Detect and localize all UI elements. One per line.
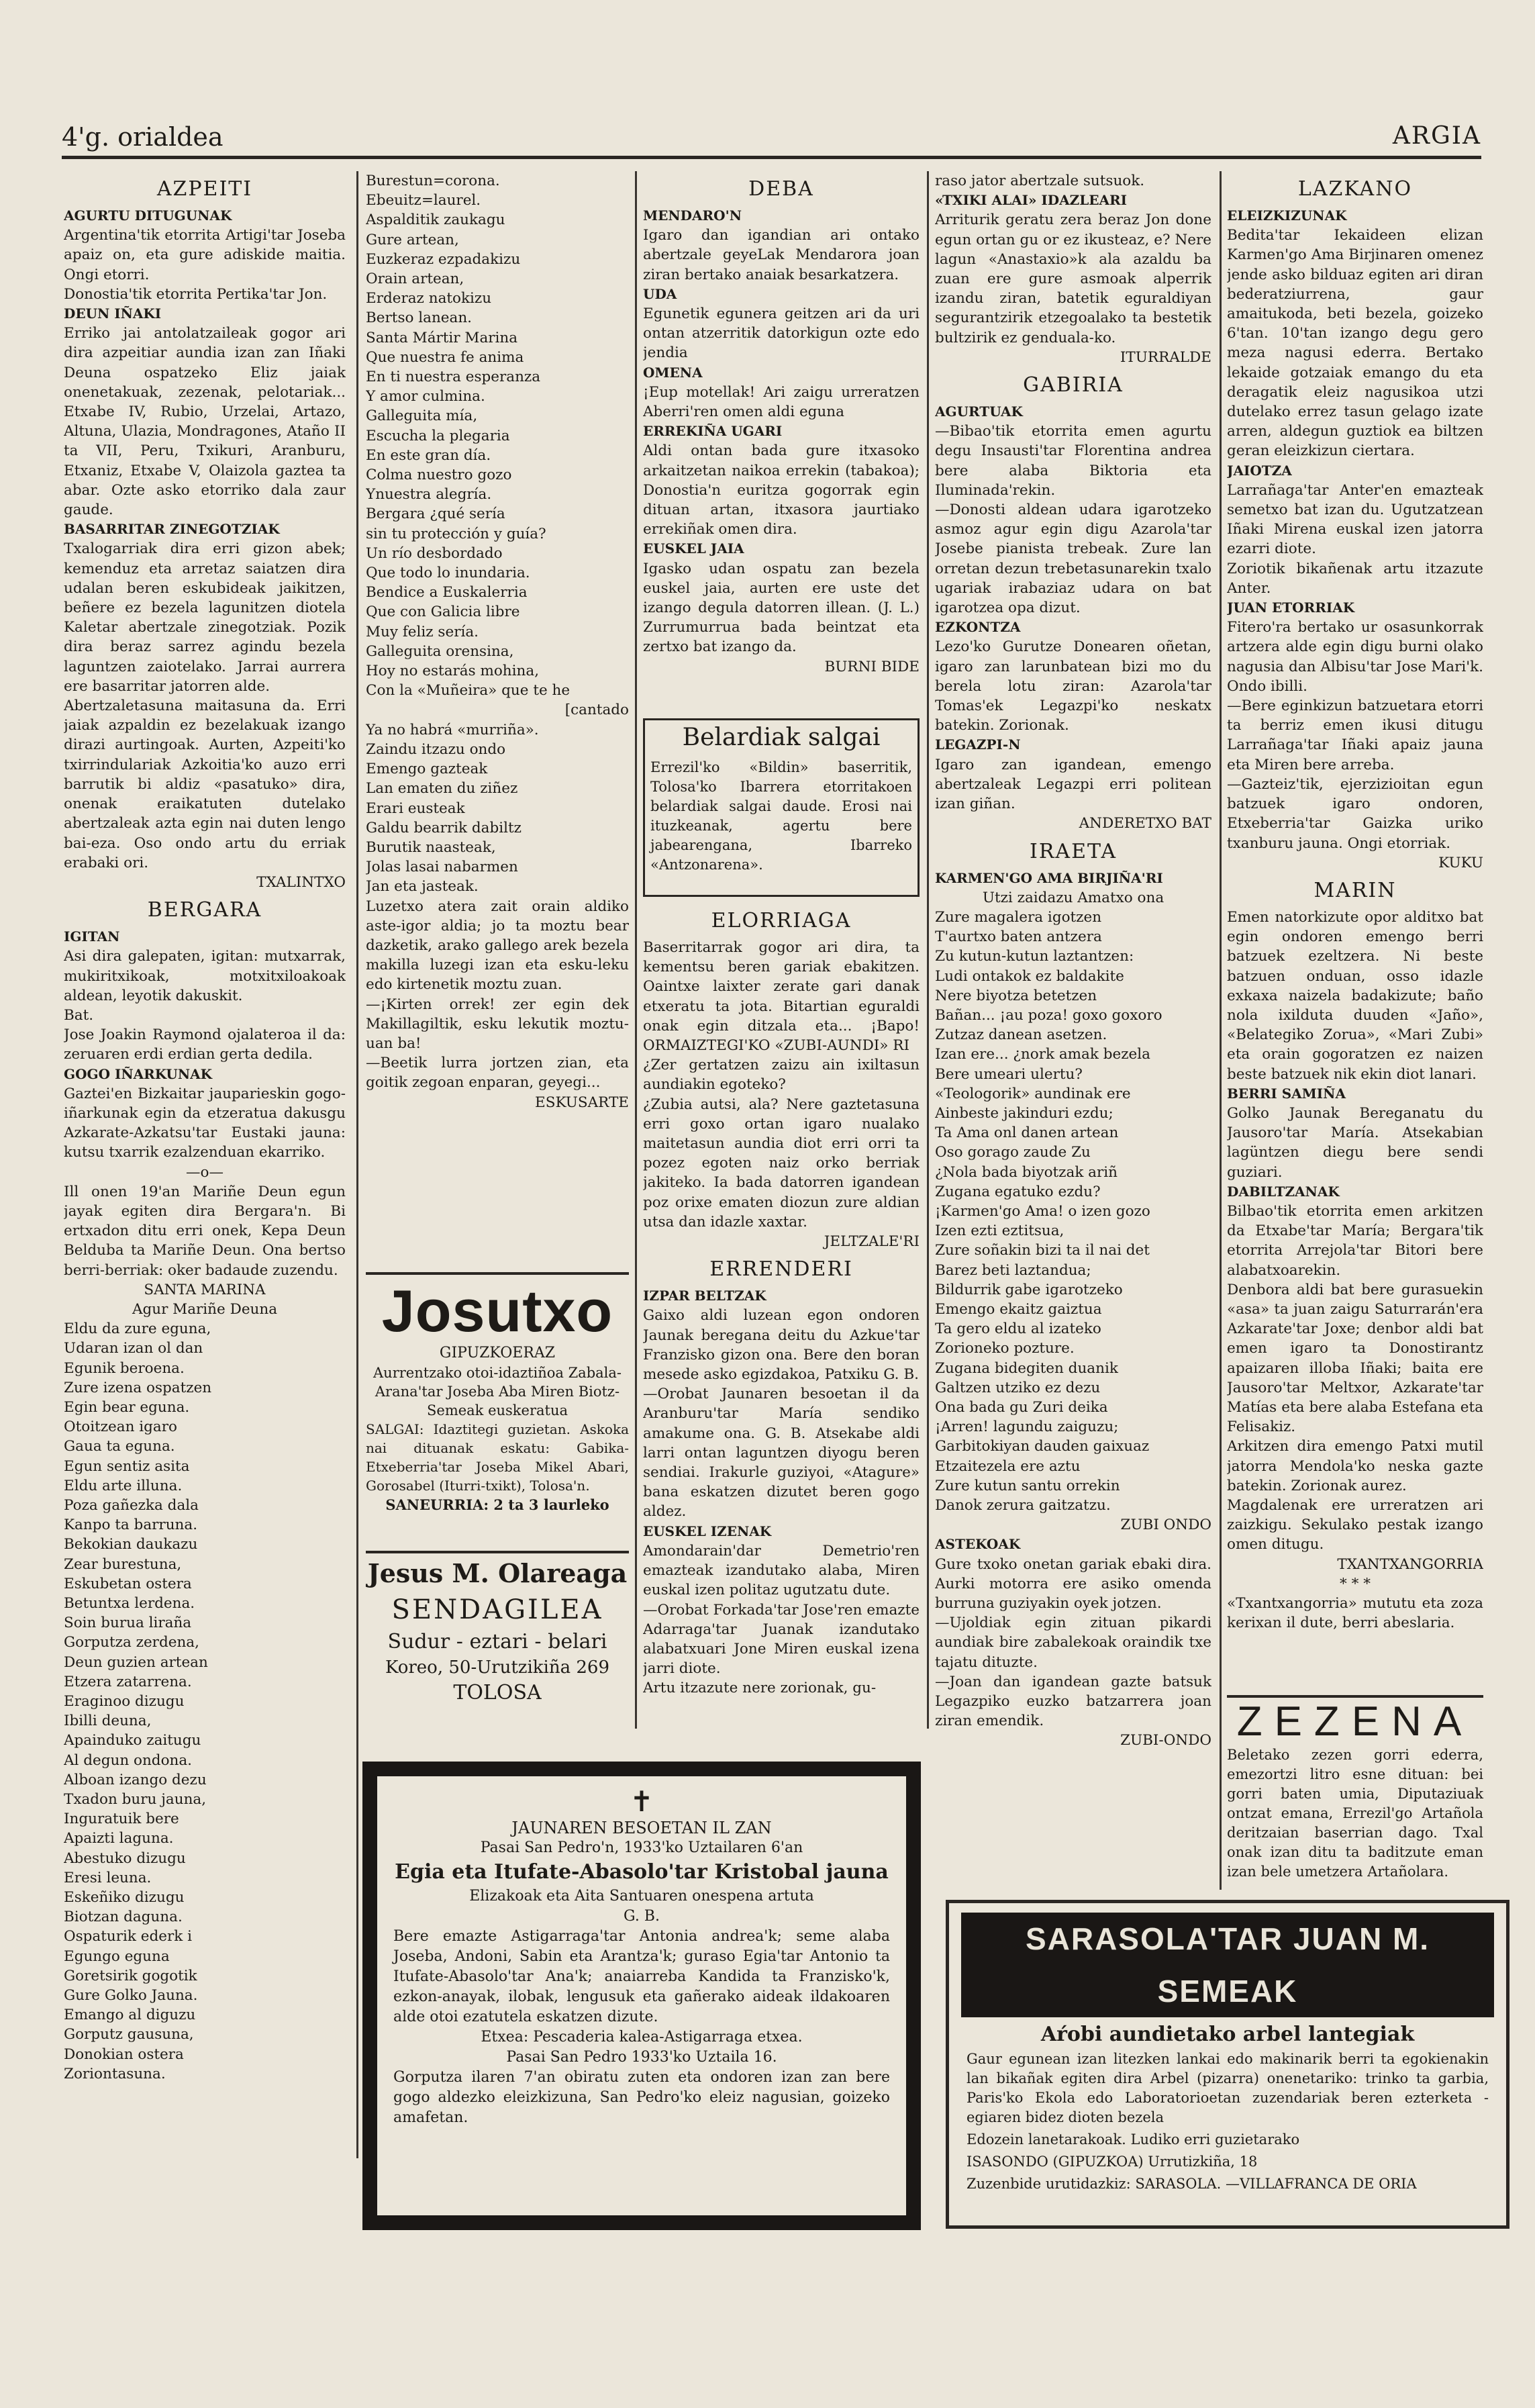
- text-line: Aldi ontan bada gure itxasoko arkaitzetan naikoa errekin (tabakoa); Donostia'n euritza gogorrak egin dituan artan, itxasora jaurtiako errekiñak omen dira.: [643, 442, 920, 538]
- subheading: ERREKIÑA UGARI: [643, 423, 783, 440]
- column-divider: [635, 171, 637, 1729]
- text-line: Que todo lo inundaria.: [366, 565, 530, 582]
- josutxo-title: Josutxo: [381, 1278, 613, 1344]
- text-line: Erriko jai antolatzaileak gogor ari dira azpeitiar aundia izan zan Iñaki Deuna ospatzeko Eliz jaiak onenetakuak, zezenak, pelotariak... Etxabe IV, Rubio, Urzelai, Artazo, Altuna, Ulazia, Mondragones, Ataño II ta VII, Peru, Txikuri, Aranburu, Etxaniz, Etxabe V, Olaizola gaztea ta abar. Ozte asko etorriko dala zaur gaude.: [64, 325, 346, 519]
- obituary-church: Elizakoak eta Aita Santuaren onespena artuta: [469, 1888, 814, 1905]
- text-line: Ludi ontakok ez baldakite: [935, 967, 1124, 985]
- belardiak-title: Belardiak salgai: [682, 724, 881, 751]
- text-line: Poza gañezka dala: [64, 1497, 199, 1514]
- text-line: Betuntxa lerdena.: [64, 1595, 195, 1612]
- text-line: Ona bada gu Zuri deika: [935, 1398, 1108, 1416]
- text-line: ¡Eup motellak! Ari zaigu urreratzen Aberri'ren omen aldi eguna: [643, 383, 920, 421]
- text-line: Que nuestra fe anima: [366, 348, 524, 366]
- text-line: SANTA MARINA: [144, 1281, 266, 1298]
- subheading: EZKONTZA: [935, 619, 1021, 636]
- text-line: Izen ezti eztitsua,: [935, 1222, 1064, 1240]
- text-line: Otoitzean igaro: [64, 1418, 177, 1436]
- belardiak-notice: [643, 718, 920, 897]
- text-line: Bañan... ¡au poza! goxo goxoro: [935, 1006, 1162, 1024]
- ad-rule: [366, 1551, 629, 1553]
- text-line: Igaro dan igandian ari ontako abertzale geyeLak Mendarora joan ziran bertako anaiak besarkatzera.: [643, 227, 920, 283]
- text-line: Soin burua liraña: [64, 1615, 192, 1632]
- text-line: Igaro zan igandean, emengo abertzaleak Legazpi erri politean izan giñan.: [935, 756, 1211, 813]
- subheading: JAIOTZA: [1227, 462, 1292, 479]
- text-line: Lezo'ko Gurutze Donearen oñetan, igaro zan larunbatean bizi mo du berela lotu ziran: Azarola'tar Tomas'ek Legazpi'ko neskatx batekin. Zorionak.: [935, 638, 1211, 734]
- text-line: Eraginoo dizugu: [64, 1693, 185, 1711]
- text-line: Argentina'tik etorrita Artigi'tar Joseba apaiz on, eta gure adiskide maitia. Ongi etorri.: [64, 227, 346, 283]
- text-line: Colma nuestro gozo: [366, 467, 512, 484]
- text-line: [cantado: [564, 702, 629, 719]
- text-line: Zure soñakin bizi ta il nai det: [935, 1242, 1150, 1259]
- zezena-ad: [1227, 1698, 1483, 1882]
- text-line: ITURRALDE: [1120, 348, 1211, 366]
- text-line: «Teologorik» aundinak ere: [935, 1085, 1131, 1102]
- text-line: Ill onen 19'an Mariñe Deun egun jayak egiten dira Bergara'n. Bi ertxadon ditu erri onek, Kepa Deun Belduba ta Mariñe Deun. Ona bertso berri-berriak: oker badaude zuzendu.: [64, 1183, 346, 1279]
- text-line: Abertzaletasuna maitasuna da. Erri jaiak azpaldin ez bezelakuak izango dirazi aurtingoak. Aurten, Azpeiti'ko txirrindulariak Azkoitia'ko auzo erri barrutik bi aldiz «pasatuko» dira, onenak eraikatuten dutelako abertzaleak azta egin nai duten lengo bai-eza. Oso ondo artu du erriak erabaki ori.: [64, 697, 346, 871]
- josutxo-sub: GIPUZKOERAZ: [439, 1345, 556, 1361]
- text-line: Txadon buru jauna,: [64, 1791, 207, 1809]
- text-line: Con la «Muñeira» que te he: [366, 682, 571, 700]
- text-line: «Txantxangorria» mututu eta zoza kerixan il dute, berri abeslaria.: [1227, 1595, 1483, 1632]
- olareaga-spec: Sudur - eztari - belari: [387, 1630, 607, 1653]
- text-line: Zure kutun santu orrekin: [935, 1477, 1120, 1494]
- obituary-heading: JAUNAREN BESOETAN IL ZAN: [511, 1819, 772, 1837]
- subheading: MENDARO'N: [643, 207, 742, 224]
- text-line: Etzaitezela ere aztu: [935, 1457, 1081, 1475]
- text-line: Galtzen utziko ez dezu: [935, 1379, 1101, 1396]
- text-line: Ta Ama onl danen artean: [935, 1124, 1119, 1142]
- text-line: Nere biyotza betetzen: [935, 987, 1097, 1004]
- subheading: BERRI SAMIÑA: [1227, 1085, 1346, 1102]
- text-line: Fitero'ra bertako ur osasunkorrak artzera alde egin digu burni olako nagusia dan Albisu'tar Jose Mari'k. Ondo ibilli.: [1227, 619, 1483, 695]
- sarasola-ad: [946, 1900, 1509, 2229]
- text-line: Arriturik geratu zera beraz Jon done egun ortan gu or ez ikusteaz, e? Nere lagun «Anastaxio»k ala azaldu ba zuan ere gure asmoak alperrik izandu ziran, batetik eguraldiyan segurantzirik etzegoalako ta bestetik bultzirik ez genduala-ko.: [935, 211, 1211, 346]
- text-line: Amondarain'dar Demetrio'ren emazteak izandutako alaba, Miren euskal izen politaz ugutzatu dute.: [643, 1542, 920, 1599]
- text-line: Gaztei'en Bizkaitar jauparieskin gogo-iñarkunak egin da etzeratua dakusgu Azkarate-Azkatsu'tar Eustaki jauna: kutsu txarrik ezalzenduan ekarriko.: [64, 1085, 346, 1161]
- text-line: Zutzaz danean asetzen.: [935, 1026, 1107, 1044]
- subheading: LEGAZPI-N: [935, 736, 1021, 753]
- text-line: Bilbao'tik etorrita emen arkitzen da Etxabe'tar María; Bergara'tik etorrita Arrejola'tar Bitori bere alabatxoarekin.: [1227, 1202, 1483, 1279]
- zezena-body: Beletako zezen gorri ederra, emezortzi litro esne dituan: bei gorri baten umia, Diputaziuak ontzat emana, Errezil'go Artañola deritzaian baserrian dago. Txal onak izan ditu ta baditzute eman izan bele umetzera Artañolara.: [1227, 1747, 1483, 1880]
- text-line: Burestun=corona.: [366, 173, 500, 189]
- subheading: UDA: [643, 285, 677, 302]
- column-divider: [356, 171, 358, 2158]
- subheading: ASTEKOAK: [935, 1536, 1021, 1553]
- section-heading: MARIN: [1314, 878, 1397, 902]
- zezena-rule: [1227, 1695, 1483, 1698]
- text-line: Ibilli deuna,: [64, 1713, 152, 1730]
- text-line: ZUBI ONDO: [1120, 1516, 1211, 1534]
- text-line: Zorioneko pozture.: [935, 1340, 1075, 1357]
- text-line: —Orobat Jaunaren besoetan il da Aranburu'tar María sendiko amakume ona. G. B. Atsekabe aldi larri ontan laguntzen diyogu beren sendiai. Irakurle guziyoi, «Atagure» bana eskatzen dizutet beren gogo aldez.: [643, 1386, 920, 1521]
- subheading: DABILTZANAK: [1227, 1183, 1340, 1200]
- text-line: ZUBI-ONDO: [1120, 1732, 1211, 1749]
- text-line: Al degun ondona.: [64, 1751, 193, 1769]
- subheading: IZPAR BELTZAK: [643, 1288, 766, 1304]
- text-line: Zugana egatuko ezdu?: [935, 1183, 1101, 1200]
- subheading: AGURTU DITUGUNAK: [64, 207, 232, 224]
- text-line: Hoy no estarás mohina,: [366, 663, 540, 680]
- text-line: Bere umeari ulertu?: [935, 1065, 1083, 1083]
- page-number: 4'g. orialdea: [62, 122, 224, 152]
- text-line: Emengo gazteak: [366, 761, 488, 778]
- obituary-house: Etxea: Pescaderia kalea-Astigarraga etxea.: [481, 2029, 803, 2045]
- section-heading: ERRENDERI: [709, 1257, 853, 1282]
- text-line: Ynuestra alegría.: [366, 486, 492, 503]
- sarasola-line1: Edozein lanetarakoak. Ludiko erri guzietarako: [967, 2131, 1300, 2148]
- subheading: «TXIKI ALAI» IDAZLEARI: [935, 192, 1128, 209]
- text-line: Egin bear eguna.: [64, 1398, 190, 1416]
- olareaga-title: SENDAGILEA: [391, 1594, 603, 1625]
- obituary-place: Pasai San Pedro'n, 1933'ko Uztailaren 6'an: [480, 1839, 803, 1856]
- text-line: Egun sentiz asita: [64, 1457, 190, 1475]
- olareaga-name: Jesus M. Olareaga: [367, 1558, 628, 1588]
- column-divider: [927, 171, 929, 1729]
- subheading: IGITAN: [64, 928, 120, 945]
- obituary-date: Pasai San Pedro 1933'ko Uztaila 16.: [506, 2049, 777, 2066]
- text-line: Zu kutun-kutun laztantzen:: [935, 948, 1134, 965]
- text-line: Ebeuitz=laurel.: [366, 192, 481, 209]
- text-line: Igasko udan ospatu zan bezela euskel jaia, aurten ere uste det izango degula datorren illean. (J. L.) Zurrumurrua bada beintzat eta zertxo bat izango da.: [643, 560, 920, 656]
- text-line: Bat.: [64, 1006, 94, 1024]
- text-line: Zoriontasuna.: [64, 2065, 166, 2082]
- text-line: Utzi zaidazu Amatxo ona: [982, 889, 1165, 906]
- text-line: T'aurtxo baten antzera: [935, 928, 1102, 946]
- zezena-title: ZEZENA: [1236, 1698, 1474, 1745]
- text-line: Bildurrik gabe igarotzeko: [935, 1281, 1123, 1298]
- text-line: Kanpo ta barruna.: [64, 1516, 198, 1534]
- text-line: Bertso lanean.: [366, 309, 473, 327]
- text-line: En ti nuestra esperanza: [366, 369, 541, 386]
- text-line: Deun guzien artean: [64, 1653, 208, 1671]
- sarasola-line3: Zuzenbide urutidazkiz: SARASOLA. —VILLAFRANCA DE ORIA: [967, 2176, 1417, 2192]
- text-line: Etzera zatarrena.: [64, 1673, 192, 1690]
- text-line: Bedita'tar Iekaideen elizan Karmen'go Ama Birjinaren omenez jende asko bilduaz egiten ari diran bederatziurrena, gaur amaitukoda, beti bezela, goizeko 6'tan. 10'tan izango degu gero meza nagusi ederra. Bertako lekaide gotzaiak emango du eta deragatik eleiz nagusikoa utzi dutelako errez tasun gelago izate arren, aldegun guztiok ea biltzen geran eleizkizun ciertara.: [1227, 227, 1483, 460]
- text-line: TXANTXANGORRIA: [1337, 1555, 1483, 1573]
- text-line: Burutik naasteak,: [366, 838, 496, 856]
- text-line: Escucha la plegaria: [366, 427, 510, 444]
- text-line: En este gran día.: [366, 446, 491, 464]
- text-line: ¿Zer gertatzen zaizu ain ixiltasun aundiakin egoteko?: [643, 1057, 920, 1094]
- text-line: Gure Golko Jauna.: [64, 1987, 198, 2005]
- josutxo-salgai: SALGAI: Idaztitegi guzietan. Askoka nai dituanak eskatu: Gabika-Etxeberria'tar Joseba Mikel Abari, Gorosabel (Iturri-txikt), Tolosa'n.: [366, 1421, 629, 1494]
- text-line: sin tu protección y guía?: [366, 525, 546, 542]
- column-azpeiti-bergara: [64, 171, 346, 2408]
- olareaga-address: Koreo, 50-Urutzikiña 269: [385, 1657, 609, 1678]
- text-line: Biotzan daguna.: [64, 1909, 183, 1926]
- subheading: DEUN IÑAKI: [64, 305, 162, 322]
- text-line: Garbitokiyan dauden gaixuaz: [935, 1438, 1150, 1455]
- subheading: EUSKEL JAIA: [643, 540, 744, 557]
- text-line: ¡Arren! lagundu zaiguzu;: [935, 1418, 1119, 1436]
- text-line: Galleguita orensina,: [366, 642, 514, 660]
- text-line: Egungo eguna: [64, 1947, 170, 1965]
- obituary-body: Bere emazte Astigarraga'tar Antonia andrea'k; seme alaba Joseba, Andoni, Sabin eta Arantza'k; guraso Egia'tar Antonio ta Itufate-Abasolo'tar Ana'k; anaiarreba Kandida ta Franzisko'k, ezkon-anayak, ilobak, lengusuk eta gañerako aideak ildakoaren alde otoi ezatutela eskatzen dizute.: [393, 1928, 890, 2025]
- text-line: Magdalenak ere urreratzen ari zaizkigu. Sekulako pestak izango omen ditugu.: [1227, 1497, 1483, 1553]
- text-line: Luzetxo atera zait orain aldiko aste-igor aldia; jo ta moztu bear dazketik, arako gallego arek bezela makilla luzegi izan eta esku-leku edo kirtenetik moztu zuan.: [366, 898, 629, 994]
- text-line: Euzkeraz ezpadakizu: [366, 250, 521, 268]
- text-line: Denbora aldi bat bere gurasuekin «asa» ta juan zaigu Saturrarán'era Azkarate'tar Joxe; denbor aldi bat emen igaro ta Donostirantz apaizaren illoba Iñaki; baita ere Jausoro'tar Meltxor, Azkarate'tar Matías eta bere alaba Estefana eta Felisakiz.: [1227, 1281, 1483, 1436]
- text-line: Erari eusteak: [366, 800, 465, 817]
- josutxo-ad: [366, 1279, 629, 1515]
- newspaper-title: ARGIA: [1392, 122, 1481, 150]
- text-line: Udaran izan ol dan: [64, 1340, 203, 1357]
- obituary-gb: G. B.: [624, 1908, 660, 1925]
- text-line: —Bibao'tik etorrita emen agurtu degu Insausti'tar Florentina andrea bere alaba Biktoria eta Iluminada'rekin.: [935, 423, 1211, 499]
- text-line: * * *: [1340, 1575, 1371, 1592]
- text-line: raso jator abertzale sutsuok.: [935, 173, 1145, 189]
- text-line: Inguratuik bere: [64, 1811, 179, 1828]
- text-line: —Bere eginkizun batzuetara etorri ta berriz emen ikusi ditugu Larrañaga'tar Iñaki apaiz jauna eta Miren bere arreba.: [1227, 697, 1483, 773]
- text-line: ANDERETXO BAT: [1079, 815, 1211, 832]
- text-line: Eldu arte illuna.: [64, 1477, 183, 1494]
- text-line: —Ujoldiak egin zituan pikardi aundiak bire zabalekoak oraindik txe tajatu dituzte.: [935, 1615, 1211, 1671]
- text-line: Muy feliz sería.: [366, 623, 479, 640]
- text-line: Gure artean,: [366, 231, 459, 248]
- text-line: Golko Jaunak Bereganatu du Jausoro'tar María. Atsekabian lagüntzen diegu bere sendi guziari.: [1227, 1104, 1483, 1181]
- text-line: KUKU: [1438, 854, 1483, 871]
- text-line: Txalogarriak dira erri gizon abek; kemenduz eta arretaz saiatzen dira udalan beren eskubideak jaikitzen, beñere ez bezela lagunitzen diotela Kaletar abertzale zinegotziak. Pozik dira beraz sarrez agindu bezela laguntzen zaiotelako. Jarrai aurrera ere basarritar jatorren alde.: [64, 540, 346, 695]
- text-line: Aspalditik zaukagu: [366, 211, 505, 229]
- text-line: Gaua ta eguna.: [64, 1438, 175, 1455]
- text-line: BURNI BIDE: [824, 658, 920, 675]
- text-line: Galdu bearrik dabiltz: [366, 819, 522, 836]
- text-line: Emen natorkizute opor alditxo bat egin ondoren emengo berri batzuek ezeltzera. Ni beste batzuen onduan, osso idazle exkaxa naizela badakizute; baño nola ixilduta duuden «Jaño», «Belategiko Zorua», «Mari Zubi» eta orain gogoratzen ez naizen beste batzuek nik ekin diot lanari.: [1227, 908, 1483, 1083]
- subheading: OMENA: [643, 364, 703, 381]
- text-line: Larrañaga'tar Anter'en emazteak semetxo bat izan du. Ugutzatzean Iñaki Mirena euskal izen jatorra ezarri diote.: [1227, 481, 1483, 558]
- text-line: Eskubetan ostera: [64, 1575, 192, 1592]
- page-header: [62, 122, 1481, 156]
- section-heading: BERGARA: [147, 898, 262, 922]
- olareaga-ad: [366, 1556, 629, 1706]
- text-line: Jolas lasai nabarmen: [366, 859, 518, 876]
- text-line: Zugana bidegiten duanik: [935, 1359, 1118, 1377]
- text-line: Agur Mariñe Deuna: [132, 1300, 278, 1318]
- text-line: —o—: [186, 1163, 224, 1181]
- text-line: Zure izena ospatzen: [64, 1379, 212, 1396]
- sarasola-line2: ISASONDO (GIPUZKOA) Urrutizkiña, 18: [967, 2154, 1258, 2170]
- subheading: GOGO IÑARKUNAK: [64, 1065, 213, 1082]
- column-elorriaga-errenderi: [643, 903, 920, 1739]
- text-line: ¿Zubia autsi, ala? Nere gaztetasuna erri goxo ortan igaro nualako maitetasun aundia diot erri orri ta pozez egoten naiz orko berriak jakiteko. Ia bada datorren igandean poz orixe ematen diozun zure aldian utsa dan idazle xaxtar.: [643, 1096, 920, 1231]
- josutxo-body: Aurrentzako otoi-idaztiñoa Zabala-Arana'tar Joseba Aba Miren Biotz-Semeak euskeratua: [373, 1365, 622, 1418]
- subheading: EUSKEL IZENAK: [643, 1523, 772, 1539]
- obituary-notice: [362, 1762, 921, 2230]
- olareaga-city: TOLOSA: [453, 1681, 542, 1704]
- text-line: Zoriotik bikañenak artu itzazute Anter.: [1227, 560, 1483, 597]
- belardiak-body: Errezil'ko «Bildin» baserritik, Tolosa'ko Ibarrera etorritakoen belardiak salgai daude. Erosi nai ituzkeanak, agertu bere jabearengana, Ibarreko «Antzonarena».: [650, 759, 912, 873]
- text-line: Que con Galicia libre: [366, 604, 520, 621]
- text-line: Gure txoko onetan gariak ebaki dira. Aurki motorra ere asiko omenda burruna guziyakin oyek jotzen.: [935, 1555, 1211, 1612]
- text-line: —Donosti aldean udara igarotzeko asmoz agur egin digu Azarola'tar Josebe pianista trebeak. Zure lan orretan dezun trebetasunarekin txalo ugariak irabaziaz udara on bat igarotzea opa dizut.: [935, 501, 1211, 617]
- text-line: Gorputz gausuna,: [64, 2026, 194, 2043]
- section-heading: AZPEITI: [156, 177, 253, 201]
- text-line: Goretsirik gogotik: [64, 1967, 197, 1984]
- text-line: Un río desbordado: [366, 544, 503, 562]
- subheading: BASARRITAR ZINEGOTZIAK: [64, 521, 280, 538]
- section-heading: LAZKANO: [1297, 177, 1413, 201]
- sarasola-sub: Aŕobi aundietako arbel lantegiak: [1040, 2023, 1415, 2046]
- column-deba: [643, 171, 920, 718]
- text-line: Izan ere... ¿nork amak bezela: [935, 1046, 1150, 1063]
- text-line: Danok zerura gaitzatzu.: [935, 1497, 1111, 1514]
- text-line: —Gazteiz'tik, ejerzizioitan egun batzuek igaro ondoren, Etxeberria'tar Gaizka uriko txanburu jauna. Ongi etorriak.: [1227, 775, 1483, 852]
- section-heading: ELORRIAGA: [711, 909, 852, 932]
- text-line: Ainbeste jakinduri ezdu;: [935, 1104, 1113, 1122]
- text-line: ¿Nola bada biyotzak ariñ: [935, 1163, 1118, 1181]
- text-line: Donokian ostera: [64, 2045, 184, 2063]
- text-line: Ospaturik ederk i: [64, 1928, 192, 1945]
- ad-rule: [366, 1272, 629, 1275]
- text-line: ESKUSARTE: [535, 1094, 629, 1111]
- text-line: Bergara ¿qué sería: [366, 505, 505, 523]
- text-line: Emango al diguzu: [64, 2007, 196, 2024]
- section-heading: IRAETA: [1029, 839, 1118, 863]
- section-heading: GABIRIA: [1023, 373, 1124, 397]
- text-line: Donostia'tik etorrita Pertika'tar Jon.: [64, 285, 328, 303]
- text-line: Gaixo aldi luzean egon ondoren Jaunak beregana deitu du Azkue'tar Franzisko gizon ona. Bere den boran mesede asko egizdakoa, Patxiku G. B.: [643, 1307, 920, 1384]
- text-line: Arkitzen dira emengo Patxi mutil jatorra Mendola'ko neska gazte batekin. Zorionak aurez.: [1227, 1438, 1483, 1494]
- text-line: TXALINTXO: [256, 873, 346, 891]
- text-line: Y amor culmina.: [366, 388, 485, 405]
- text-line: Barez beti laztandua;: [935, 1261, 1091, 1279]
- text-line: Zear burestuna,: [64, 1555, 182, 1573]
- subheading: ELEIZKIZUNAK: [1227, 207, 1347, 224]
- text-line: Abestuko dizugu: [64, 1849, 186, 1867]
- text-line: Egunetik egunera geitzen ari da uri ontan atzerritik datorkigun ozte edo jendia: [643, 305, 920, 362]
- text-line: Jan eta jasteak.: [366, 878, 479, 896]
- text-line: Emengo ekaitz gaiztua: [935, 1300, 1102, 1318]
- text-line: —Beetik lurra jortzen zian, eta goitik zegoan enparan, geyegi...: [366, 1055, 629, 1092]
- text-line: Ta gero eldu al izateko: [935, 1320, 1101, 1338]
- column-poems: [366, 171, 629, 1272]
- text-line: —Joan dan igandean gazte batsuk Legazpiko euzko batzarrera joan ziran emendik.: [935, 1673, 1211, 1730]
- text-line: Asi dira galepaten, igitan: mutxarrak, mukiritxikoak, motxitxiloakoak aldean, leyotik dakuskit.: [64, 948, 346, 1004]
- subheading: KARMEN'GO AMA BIRJIÑA'RI: [935, 869, 1163, 886]
- text-line: Jose Joakin Raymond ojalateroa il da: zeruaren erdi erdian gerta dedila.: [64, 1026, 346, 1063]
- josutxo-price: SANEURRIA: 2 ta 3 laurleko: [385, 1496, 609, 1513]
- column-divider: [1220, 171, 1222, 1890]
- text-line: Bendice a Euskalerria: [366, 584, 528, 601]
- text-line: JELTZALE'RI: [824, 1233, 920, 1251]
- sarasola-body: Gaur egunean izan litezken lankai edo makinarik berri ta egokienakin lan bikañak egiten dira Arbel (pizarra) onenetariko: trinko ta garbia, Paris'ko Ekola edo Laboratorioetan zuzendariak beren ezterketa - egiaren bidez dioten bezela: [967, 2051, 1489, 2125]
- cross-icon: ✝: [630, 1785, 654, 1818]
- text-line: Lan ematen du ziñez: [366, 780, 518, 798]
- text-line: —¡Kirten orrek! zer egin dek Makillagiltik, esku lekutik moztu-uan ba!: [366, 996, 629, 1052]
- text-line: Santa Mártir Marina: [366, 329, 518, 346]
- text-line: Zaindu itzazu ondo: [366, 740, 506, 758]
- text-line: Gorputza zerdena,: [64, 1634, 199, 1651]
- text-line: Baserritarrak gogor ari dira, ta kementsu beren gariak ebakitzen. Oaintxe laixter zerate gari danak etxeratu ta jota. Bitartian eguraldi onak egin ditzala eta... ¡Bapo! ORMAIZTEGI'KO «ZUBI-AUNDI» RI: [643, 939, 920, 1055]
- text-line: Bekokian daukazu: [64, 1536, 198, 1553]
- text-line: Apaizti laguna.: [64, 1830, 174, 1847]
- text-line: Eldu da zure eguna,: [64, 1320, 211, 1338]
- header-rule: [62, 156, 1481, 159]
- text-line: ¡Karmen'go Ama! o izen gozo: [935, 1202, 1150, 1220]
- obituary-name: Egia eta Itufate-Abasolo'tar Kristobal jauna: [395, 1860, 889, 1884]
- sarasola-banner: SARASOLA'TAR JUAN M. SEMEAK: [961, 1913, 1494, 2017]
- text-line: Egunik beroena.: [64, 1359, 185, 1377]
- text-line: Eskeñiko dizugu: [64, 1889, 185, 1907]
- text-line: Artu itzazute nere zorionak, gu-: [643, 1680, 877, 1697]
- text-line: Erderaz natokizu: [366, 290, 492, 307]
- text-line: —Orobat Forkada'tar Jose'ren emazte Adarraga'tar Juanak izandutako alabatxuari Jone Miren euskal izena jarri diote.: [643, 1601, 920, 1678]
- column-gabiria-iraeta: [935, 171, 1211, 1890]
- text-line: Ya no habrá «murriña».: [366, 721, 539, 738]
- subheading: JUAN ETORRIAK: [1227, 599, 1355, 616]
- text-line: Orain artean,: [366, 271, 464, 288]
- text-line: Oso gorago zaude Zu: [935, 1144, 1091, 1161]
- obituary-funeral: Gorputza ilaren 7'an obiratu zuten eta ondoren izan zan bere gogo aldezko eleizkizuna, San Pedro'ko eleiz nagusian, goizeko amafetan.: [393, 2069, 890, 2126]
- text-line: Apainduko zaitugu: [64, 1732, 201, 1749]
- text-line: Galleguita mía,: [366, 407, 478, 425]
- subheading: AGURTUAK: [935, 403, 1023, 420]
- column-lazkano-marin: [1227, 171, 1483, 1692]
- section-heading: DEBA: [748, 177, 814, 201]
- text-line: Alboan izango dezu: [64, 1771, 207, 1788]
- text-line: Eresi leuna.: [64, 1869, 152, 1886]
- text-line: Zure magalera igotzen: [935, 908, 1102, 926]
